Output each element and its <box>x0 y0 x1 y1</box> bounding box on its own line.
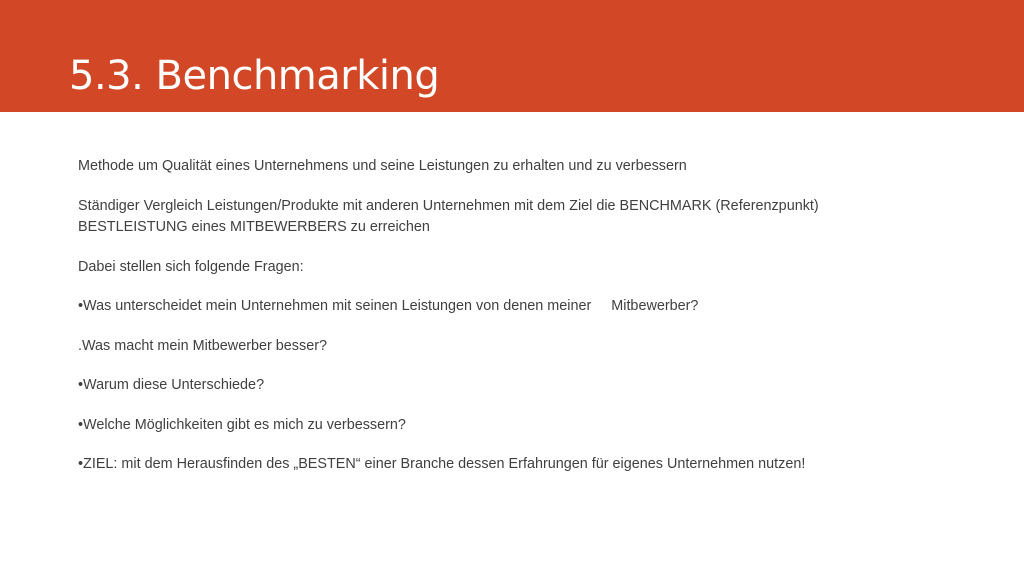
bullet-question-improve: •Welche Möglichkeiten gibt es mich zu verbessern? <box>78 416 406 433</box>
slide-title: 5.3. Benchmarking <box>69 53 440 99</box>
bullet-question-better: .Was macht mein Mitbewerber besser? <box>78 337 327 354</box>
title-bar <box>0 0 1024 112</box>
paragraph-comparison: Ständiger Vergleich Leistungen/Produkte mit anderen Unternehmen mit dem Ziel die BENCHMARK (Referenzpunkt) BESTLEISTUNG eines MITBEWERBERS zu erreichen <box>78 197 823 235</box>
paragraph-questions-intro: Dabei stellen sich folgende Fragen: <box>78 258 304 275</box>
bullet-goal: •ZIEL: mit dem Herausfinden des „BESTEN“ einer Branche dessen Erfahrungen für eigenes Unternehmen nutzen! <box>78 456 806 472</box>
slide-body <box>78 156 928 494</box>
bullet-question-why: •Warum diese Unterschiede? <box>78 377 265 393</box>
paragraph-definition: Methode um Qualität eines Unternehmens und seine Leistungen zu erhalten und zu verbessern <box>78 158 687 174</box>
bullet-question-difference: •Was unterscheidet mein Unternehmen mit seinen Leistungen von denen meiner Mitbewerber? <box>78 298 699 314</box>
